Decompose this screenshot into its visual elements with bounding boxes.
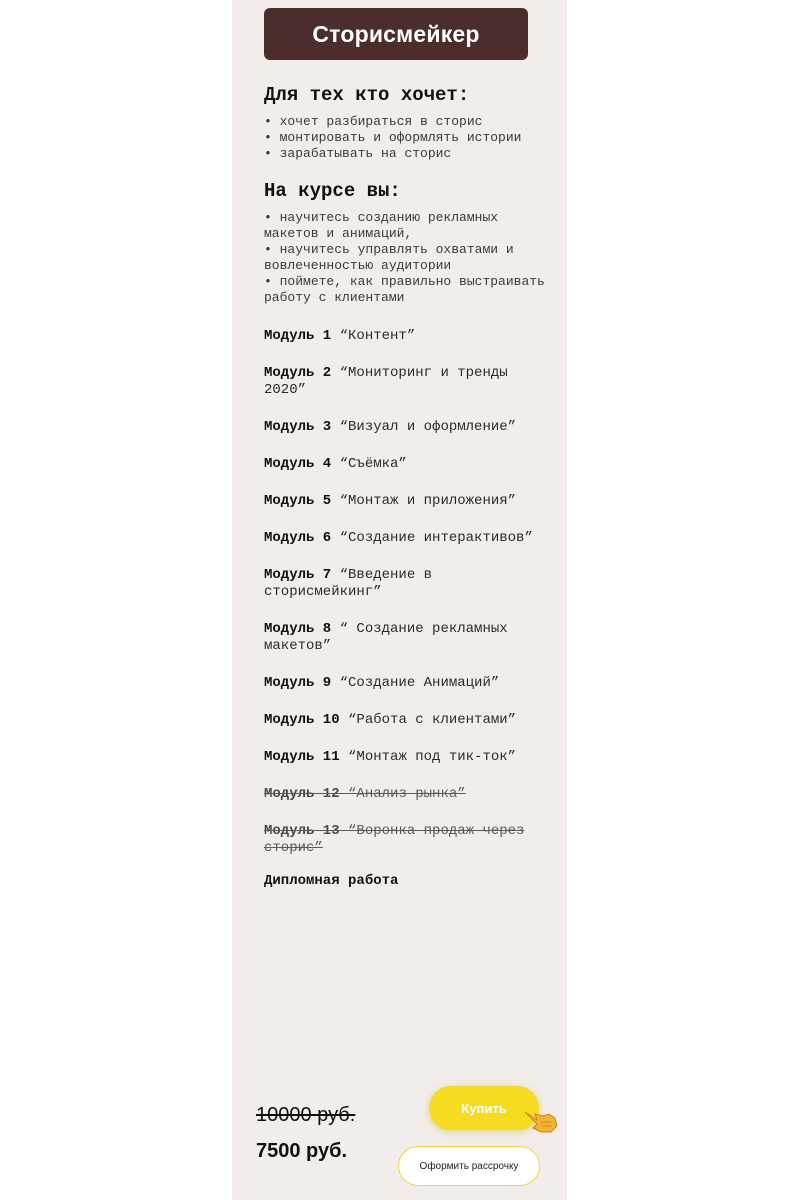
module-title: “Воронка продаж через сторис”	[264, 823, 525, 856]
course-content	[264, 84, 554, 889]
module-label: Модуль 8	[264, 621, 332, 637]
module-title: “ Создание рекламных макетов”	[264, 621, 508, 654]
list-item: • научитесь управлять охватами и вовлеченностью аудитории	[264, 242, 554, 274]
module-title: “Монтаж под тик-ток”	[348, 749, 517, 765]
module-label: Модуль 2	[264, 365, 332, 381]
module-title: “Введение в сторисмейкинг”	[264, 567, 433, 600]
module-item	[264, 712, 554, 729]
module-item	[264, 493, 554, 510]
module-label: Модуль 5	[264, 493, 332, 509]
list-item: • зарабатывать на сторис	[264, 146, 554, 162]
module-title: “Визуал и оформление”	[339, 419, 517, 435]
module-item	[264, 328, 554, 345]
module-item	[264, 456, 554, 473]
module-title: “Создание интерактивов”	[339, 530, 533, 546]
module-list	[264, 328, 554, 857]
buy-button[interactable]: Купить	[429, 1086, 539, 1130]
module-label: Модуль 12	[264, 786, 340, 802]
module-item	[264, 621, 554, 655]
module-label: Модуль 9	[264, 675, 332, 691]
module-label: Модуль 13	[264, 823, 340, 839]
module-item	[264, 530, 554, 547]
on-course-heading: На курсе вы:	[264, 180, 401, 202]
module-title: “Монтаж и приложения”	[339, 493, 517, 509]
module-label: Модуль 3	[264, 419, 332, 435]
for-whom-heading: Для тех кто хочет:	[264, 84, 470, 106]
module-item	[264, 567, 554, 601]
diploma-label: Дипломная работа	[264, 873, 399, 889]
list-item: • хочет разбираться в сторис	[264, 114, 554, 130]
list-item: • поймете, как правильно выстраивать работу с клиентами	[264, 274, 554, 306]
module-label: Модуль 6	[264, 530, 332, 546]
on-course-list	[264, 210, 554, 306]
for-whom-list	[264, 114, 554, 162]
module-label: Модуль 11	[264, 749, 340, 765]
list-item: • научитесь созданию рекламных макетов и анимаций,	[264, 210, 554, 242]
module-item-struck	[264, 786, 554, 803]
module-title: “Контент”	[339, 328, 416, 344]
new-price: 7500 руб.	[256, 1140, 348, 1162]
module-label: Модуль 4	[264, 456, 332, 472]
module-item-struck	[264, 823, 554, 857]
module-title: “Съёмка”	[339, 456, 407, 472]
module-title: “Создание Анимаций”	[339, 675, 500, 691]
pointing-hand-icon	[521, 1104, 561, 1136]
page-title: Сторисмейкер	[264, 8, 528, 60]
module-label: Модуль 7	[264, 567, 332, 583]
module-item	[264, 675, 554, 692]
module-label: Модуль 1	[264, 328, 332, 344]
list-item: • монтировать и оформлять истории	[264, 130, 554, 146]
module-title: “Работа с клиентами”	[348, 712, 517, 728]
module-item	[264, 419, 554, 436]
module-item	[264, 365, 554, 399]
old-price: 10000 руб.	[256, 1104, 356, 1126]
installment-button[interactable]: Оформить рассрочку	[398, 1146, 540, 1186]
module-item	[264, 749, 554, 766]
module-label: Модуль 10	[264, 712, 340, 728]
module-title: “Мониторинг и тренды 2020”	[264, 365, 508, 398]
module-title: “Анализ рынка”	[348, 786, 466, 802]
